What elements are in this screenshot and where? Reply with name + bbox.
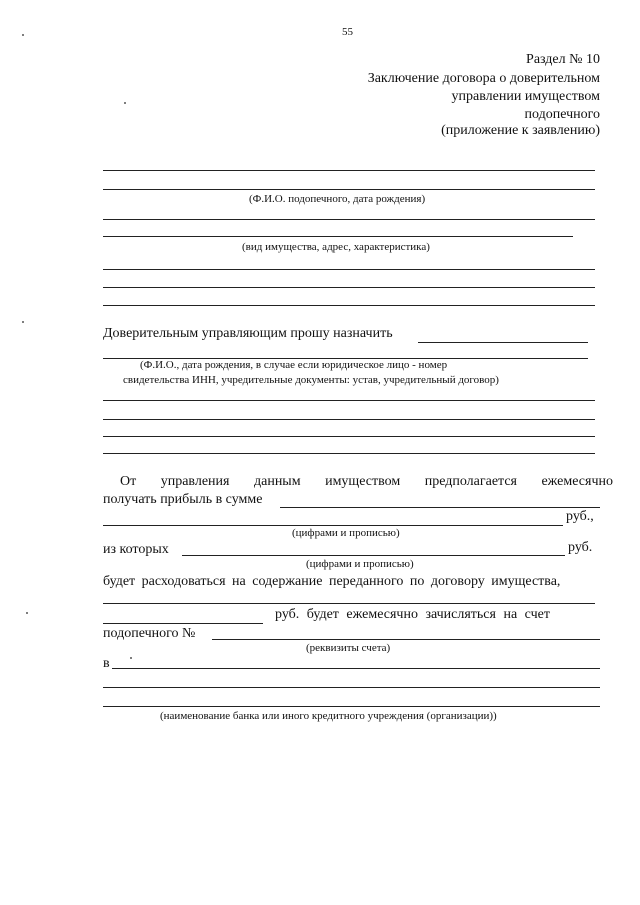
bank-line-1[interactable]	[112, 668, 600, 669]
manager-line-6[interactable]	[103, 453, 595, 454]
section-title-line1: Заключение договора о доверительном	[367, 71, 600, 86]
expenses-sentence: будет расходоваться на содержание переданного по договору имущества,	[103, 574, 561, 589]
ward-name-caption: (Ф.И.О. подопечного, дата рождения)	[249, 193, 426, 205]
profit-sum-line-1[interactable]	[280, 507, 600, 508]
in-bank-label: в	[103, 656, 110, 671]
ward-name-line-1[interactable]	[103, 170, 595, 171]
ward-account-label: подопечного №	[103, 626, 196, 641]
manager-caption-line1: (Ф.И.О., дата рождения, в случае если юридическое лицо - номер	[140, 359, 448, 371]
monthly-credit-label: руб. будет ежемесячно зачисляться на счет	[275, 607, 550, 622]
manager-line-3[interactable]	[103, 400, 595, 401]
scan-speck	[22, 321, 24, 323]
scan-speck	[26, 612, 28, 614]
manager-line-4[interactable]	[103, 419, 595, 420]
appoint-manager-label: Доверительным управляющим прошу назначить	[103, 326, 393, 341]
section-title-line4: (приложение к заявлению)	[441, 123, 600, 138]
of-which-line[interactable]	[182, 555, 565, 556]
manager-line-5[interactable]	[103, 436, 595, 437]
property-caption: (вид имущества, адрес, характеристика)	[242, 241, 430, 253]
property-line-3[interactable]	[103, 269, 595, 270]
section-number: Раздел № 10	[526, 52, 600, 67]
property-line-5[interactable]	[103, 305, 595, 306]
figures-words-caption-1: (цифрами и прописью)	[292, 527, 400, 539]
rub-label-1: руб.,	[566, 509, 594, 524]
of-which-label: из которых	[103, 542, 169, 557]
property-line-2[interactable]	[103, 236, 573, 237]
account-details-caption: (реквизиты счета)	[306, 642, 391, 654]
profit-sum-label: получать прибыль в сумме	[103, 492, 263, 507]
expenses-line[interactable]	[103, 603, 595, 604]
ward-name-line-2[interactable]	[103, 189, 595, 190]
scan-speck	[124, 102, 126, 104]
figures-words-caption-2: (цифрами и прописью)	[306, 558, 414, 570]
monthly-amount-line[interactable]	[103, 623, 263, 624]
bank-line-3[interactable]	[103, 706, 600, 707]
manager-caption-line2: свидетельства ИНН, учредительные документы: устав, учредительный договор)	[123, 374, 499, 386]
page-number: 55	[342, 26, 353, 38]
property-line-4[interactable]	[103, 287, 595, 288]
profit-sentence-start: От управления данным имуществом предполагается ежемесячно	[120, 474, 613, 489]
bank-line-2[interactable]	[103, 687, 600, 688]
property-line-1[interactable]	[103, 219, 595, 220]
section-title-line3: подопечного	[524, 107, 600, 122]
rub-label-2: руб.	[568, 540, 593, 555]
manager-field-line-1[interactable]	[418, 342, 588, 343]
scan-speck	[130, 657, 132, 659]
ward-account-line[interactable]	[212, 639, 600, 640]
section-title-line2: управлении имуществом	[451, 89, 600, 104]
scan-speck	[22, 34, 24, 36]
bank-name-caption: (наименование банка или иного кредитного учреждения (организации))	[160, 710, 497, 722]
profit-sum-line-2[interactable]	[103, 525, 563, 526]
